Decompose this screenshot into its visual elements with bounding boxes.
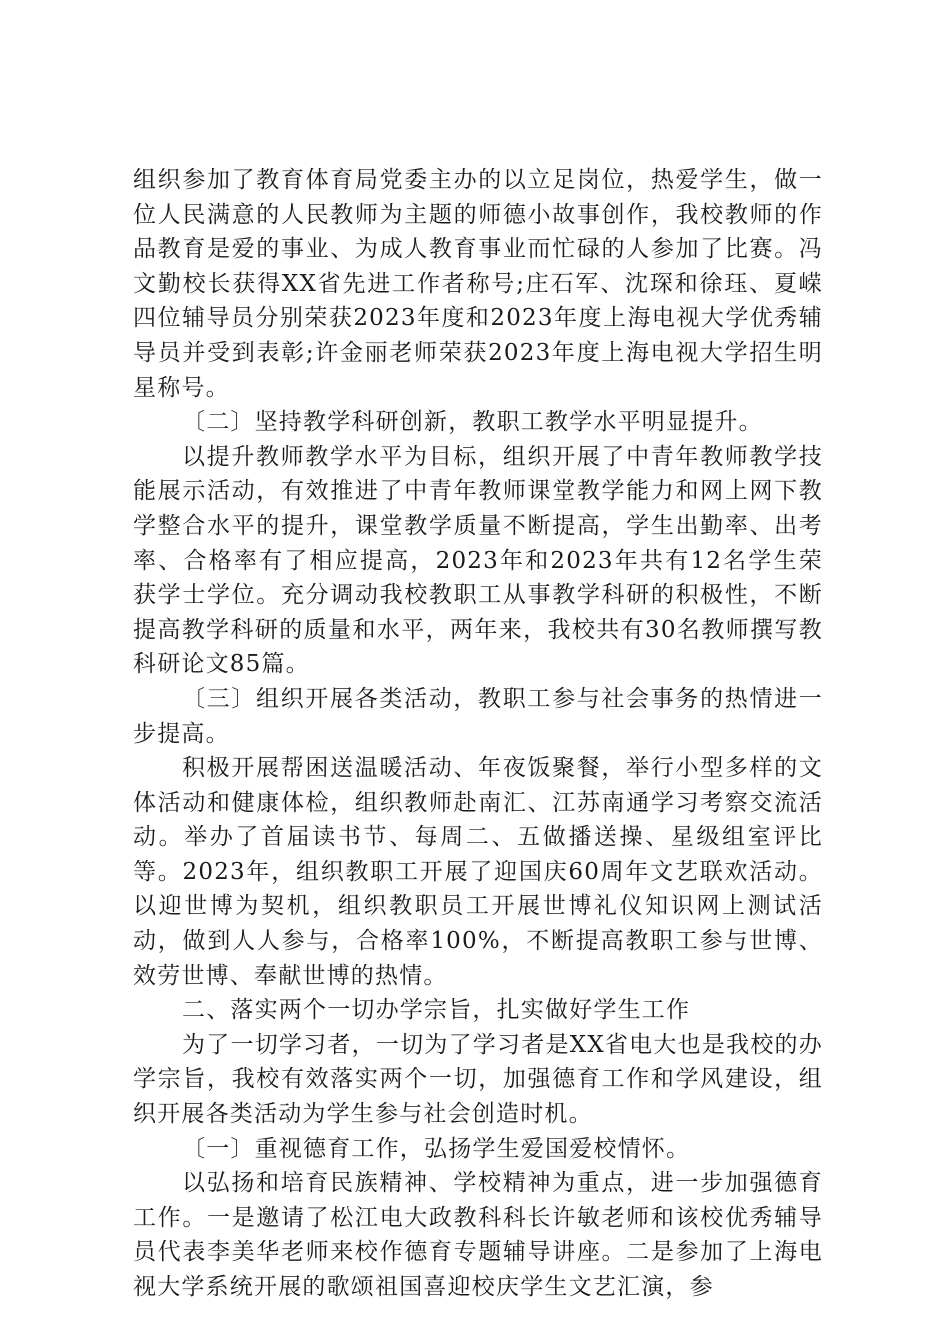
section-heading-student-work: 二、落实两个一切办学宗旨，扎实做好学生工作 [182, 997, 691, 1024]
section-heading-activities: 〔三〕组织开展各类活动，教职工参与社会事务的热情进一步提高。 [133, 685, 823, 747]
paragraph-activities: 积极开展帮困送温暖活动、年夜饭聚餐，举行小型多样的文体活动和健康体检，组织教师赴南汇、江苏南通学习考察交流活动。举办了首届读书节、每周二、五做播送操、星级组室评比等。2023年，组织教职工开展了迎国庆60周年文艺联欢活动。以迎世博为契机，组织教职员工开展世博礼仪知识网上测试活动，做到人人参与，合格率100%，不断提高教职工参与世博、效劳世博、奉献世博的热情。 [133, 755, 823, 989]
document-page [133, 163, 823, 1305]
section-heading-moral-education: 〔一〕重视德育工作，弘扬学生爱国爱校情怀。 [182, 1135, 691, 1162]
paragraph-awards: 组织参加了教育体育局党委主办的以立足岗位，热爱学生，做一位人民满意的人民教师为主题的师德小故事创作，我校教师的作品教育是爱的事业、为成人教育事业而忙碌的人参加了比赛。冯文勤校长获得XX省先进工作者称号;庄石军、沈琛和徐珏、夏嵘四位辅导员分别荣获2023年度和2023年度上海电视大学优秀辅导员并受到表彰;许金丽老师荣获2023年度上海电视大学招生明星称号。 [133, 167, 823, 401]
paragraph-research: 以提升教师教学水平为目标，组织开展了中青年教师教学技能展示活动，有效推进了中青年教师课堂教学能力和网上网下教学整合水平的提升，课堂教学质量不断提高，学生出勤率、出考率、合格率有了相应提高，2023年和2023年共有12名学生荣获学士学位。充分调动我校教职工从事教学科研的积极性，不断提高教学科研的质量和水平，两年来，我校共有30名教师撰写教科研论文85篇。 [133, 443, 823, 678]
paragraph-mission: 为了一切学习者，一切为了学习者是XX省电大也是我校的办学宗旨，我校有效落实两个一切，加强德育工作和学风建设，组织开展各类活动为学生参与社会创造时机。 [133, 1031, 823, 1128]
paragraph-moral-education: 以弘扬和培育民族精神、学校精神为重点，进一步加强德育工作。一是邀请了松江电大政教科科长许敏老师和该校优秀辅导员代表李美华老师来校作德育专题辅导讲座。二是参加了上海电视大学系统开展的歌颂祖国喜迎校庆学生文艺汇演，参 [133, 1170, 823, 1300]
section-heading-research: 〔二〕坚持教学科研创新，教职工教学水平明显提升。 [182, 409, 763, 436]
